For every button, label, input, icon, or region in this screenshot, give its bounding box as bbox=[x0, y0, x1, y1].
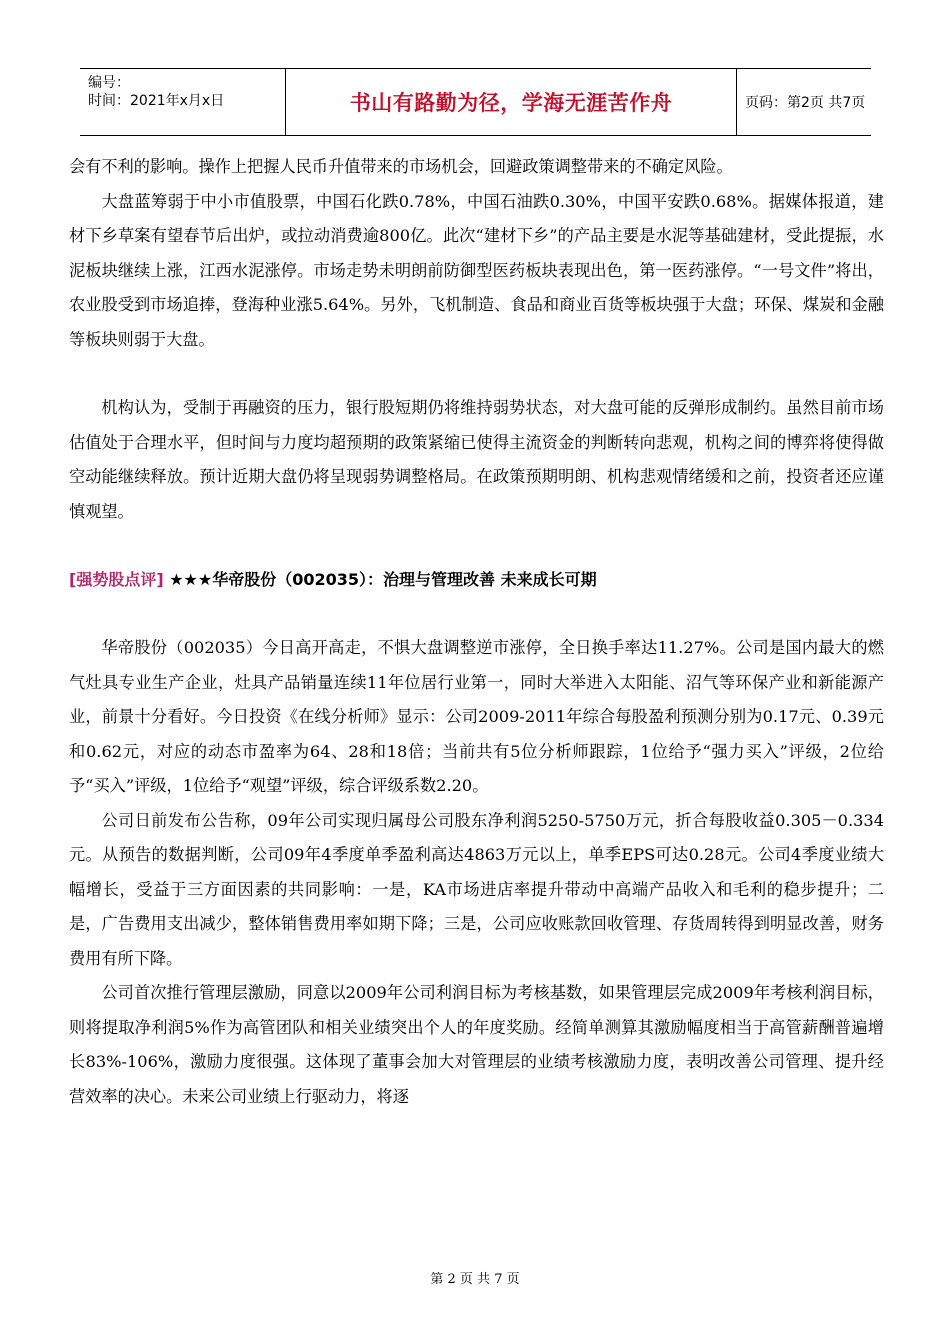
page-footer: 第 2 页 共 7 页 bbox=[430, 1272, 520, 1287]
paragraph: 机构认为，受制于再融资的压力，银行股短期仍将维持弱势状态，对大盘可能的反弹形成制约。虽然目前市场估值处于合理水平，但时间与力度均超预期的政策紧缩已使得主流资金的判断转向悲观，机构之间的博弈将使得做空动能继续释放。预计近期大盘仍将呈现弱势调整格局。在政策预期明朗、机构悲观情绪缓和之前，投资者还应谨慎观望。 bbox=[69, 398, 884, 521]
header-page-number: 页码：第2页 共7页 bbox=[745, 95, 866, 111]
header-meta bbox=[80, 69, 285, 135]
section-title: ★★★华帝股份（002035）：治理与管理改善 未来成长可期 bbox=[163, 570, 597, 589]
paragraph: 公司日前发布公告称，09年公司实现归属母公司股东净利润5250-5750万元，折合每股收益0.305－0.334元。从预告的数据判断，公司09年4季度单季盈利高达4863万元以上，单季EPS可达0.28元。公司4季度业绩大幅增长，受益于三方面因素的共同影响：一是，KA市场进店率提升带动中高端产品收入和毛利的稳步提升；二是，广告费用支出减少，整体销售费用率如期下降；三是，公司应收账款回收管理、存货周转得到明显改善，财务费用有所下降。 bbox=[69, 810, 884, 968]
paragraph: 公司首次推行管理层激励，同意以2009年公司利润目标为考核基数，如果管理层完成2009年考核利润目标，则将提取净利润5%作为高管团队和相关业绩突出个人的年度奖励。经简单测算其激励幅度相当于高管薪酬普遍增长83%-106%，激励力度很强。这体现了董事会加大对管理层的业绩考核激励力度，表明改善公司管理、提升经营效率的决心。未来公司业绩上行驱动力，将逐 bbox=[69, 983, 884, 1106]
page-header bbox=[80, 68, 871, 136]
section-tag: [强势股点评] bbox=[69, 570, 164, 589]
paragraph: 华帝股份（002035）今日高开高走，不惧大盘调整逆市涨停，全日换手率达11.27%。公司是国内最大的燃气灶具专业生产企业，灶具产品销量连续11年位居行业第一，同时大举进入太阳能、沼气等环保产业和新能源产业，前景十分看好。今日投资《在线分析师》显示：公司2009-2011年综合每股盈利预测分别为0.17元、0.39元和0.62元，对应的动态市盈率为64、28和18倍；当前共有5位分析师跟踪，1位给予“强力买入”评级，2位给予“买入”评级，1位给予“观望”评级，综合评级系数2.20。 bbox=[69, 638, 884, 795]
paragraph: 大盘蓝筹弱于中小市值股票，中国石化跌0.78%，中国石油跌0.30%，中国平安跌0.68%。据媒体报道，建材下乡草案有望春节后出炉，或拉动消费逾800亿。此次“建材下乡”的产品主要是水泥等基础建材，受此提振，水泥板块继续上涨，江西水泥涨停。市场走势未明朗前防御型医药板块表现出色，第一医药涨停。“一号文件”将出，农业股受到市场追捧，登海种业涨5.64%。另外，飞机制造、食品和商业百货等板块强于大盘；环保、煤炭和金融等板块则弱于大盘。 bbox=[69, 191, 884, 349]
article-body bbox=[69, 150, 884, 1114]
section-heading bbox=[69, 563, 884, 597]
header-motto: 书山有路勤为径，学海无涯苦作舟 bbox=[285, 69, 737, 135]
document-time: 时间：2021年x月x日 bbox=[88, 93, 225, 109]
paragraph: 会有不利的影响。操作上把握人民币升值带来的市场机会，回避政策调整带来的不确定风险。 bbox=[69, 157, 733, 176]
document-number: 编号： bbox=[88, 75, 130, 91]
